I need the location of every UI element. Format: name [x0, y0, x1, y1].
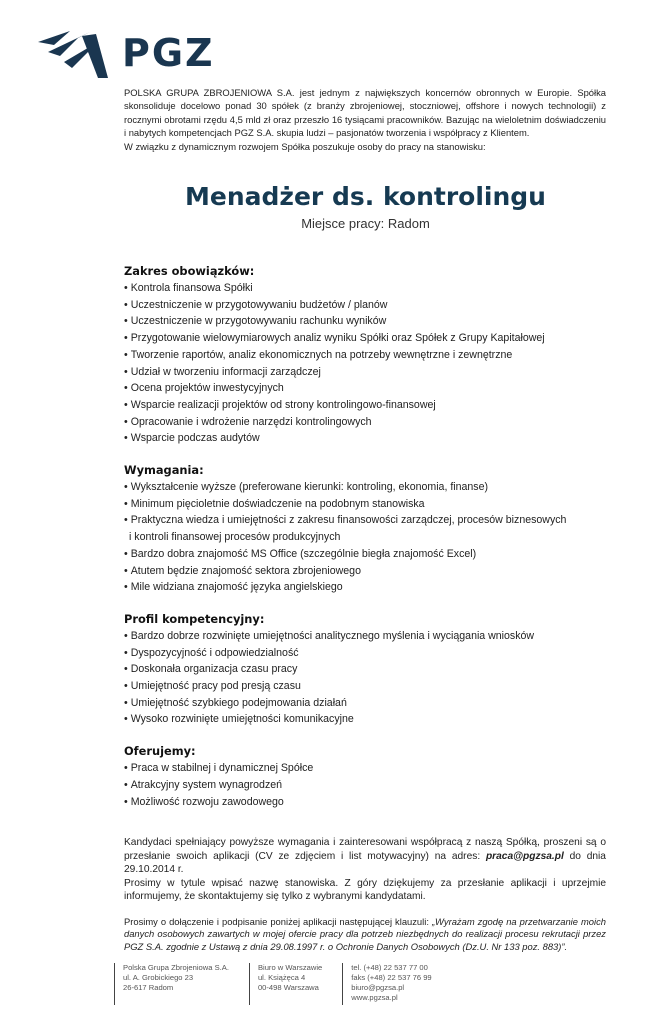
footer-contact: [114, 963, 452, 1005]
section-heading: Zakres obowiązków:: [124, 264, 255, 278]
pgz-chevron-logo-icon: [38, 28, 108, 78]
clause-lead: Prosimy o dołączenie i podpisanie poniżej aplikacji następującej klauzuli:: [124, 916, 429, 927]
list-item: • Udział w tworzeniu informacji zarządczej: [124, 365, 321, 378]
bullet-list: [124, 479, 604, 596]
list-item: • Wysoko rozwinięte umiejętności komunikacyjne: [124, 713, 354, 726]
list-item: • Wykształcenie wyższe (preferowane kierunki: kontroling, ekonomia, finanse): [124, 481, 489, 494]
list-item: • Wsparcie realizacji projektów od strony kontrolingowo-finansowej: [124, 398, 436, 411]
list-item: • Praktyczna wiedza i umiejętności z zakresu finansowości zarządczej, procesów biznesowych i kontroli finansowej procesów produkcyjnych: [124, 514, 567, 544]
list-item: • Praca w stabilnej i dynamicznej Spółce: [124, 762, 314, 775]
section-competencies: [124, 612, 604, 728]
logo-text: PGZ: [122, 31, 215, 75]
footer-address-hq: Polska Grupa Zbrojeniowa S.A. ul. A. Grobickiego 23 26-617 Radom: [114, 963, 229, 1005]
gdpr-clause: [124, 916, 606, 953]
bullet-list: [124, 760, 604, 810]
application-email-link[interactable]: praca@pgzsa.pl: [485, 850, 564, 862]
section-offer: [124, 744, 604, 810]
thanks-paragraph: Prosimy w tytule wpisać nazwę stanowiska. Z góry dziękujemy za przesłanie aplikacji i uprzejmie informujemy, że skontaktujemy się tylko z wybranymi kandydatami.: [124, 877, 606, 903]
list-item: • Ocena projektów inwestycyjnych: [124, 382, 284, 395]
list-item: • Opracowanie i wdrożenie narzędzi kontrolingowych: [124, 415, 372, 428]
intro-position-lead: W związku z dynamicznym rozwojem Spółka poszukuje osoby do pracy na stanowisku:: [124, 140, 486, 152]
section-requirements: [124, 463, 604, 596]
footer-website-link[interactable]: www.pgzsa.pl: [351, 993, 398, 1002]
list-item: • Atutem będzie znajomość sektora zbrojeniowego: [124, 564, 361, 577]
bullet-list: [124, 280, 604, 447]
footer-contact-details: tel. (+48) 22 537 77 00 faks (+48) 22 537 76 99 biuro@pgzsa.pl www.pgzsa.pl: [342, 963, 431, 1005]
footer-email-link[interactable]: biuro@pgzsa.pl: [351, 983, 405, 992]
list-item: • Uczestniczenie w przygotowywaniu rachunku wyników: [124, 315, 387, 328]
job-location: Miejsce pracy: Radom: [301, 216, 430, 231]
list-item: • Mile widziana znajomość języka angielskiego: [124, 581, 343, 594]
company-intro: [124, 86, 606, 153]
application-instructions: [124, 836, 606, 904]
list-item: • Bardzo dobrze rozwinięte umiejętności analitycznego myślenia i wyciągania wniosków: [124, 629, 535, 642]
pgz-logo: [38, 28, 215, 78]
list-item: • Dyspozycyjność i odpowiedzialność: [124, 646, 299, 659]
list-item: • Tworzenie raportów, analiz ekonomicznych na potrzeby wewnętrzne i zewnętrzne: [124, 348, 513, 361]
list-item: • Kontrola finansowa Spółki: [124, 282, 253, 294]
section-heading: Profil kompetencyjny:: [124, 611, 265, 626]
bullet-list: [124, 628, 604, 728]
list-item: • Uczestniczenie w przygotowywaniu budżetów / planów: [124, 298, 388, 311]
job-details: [124, 264, 604, 826]
section-responsibilities: [124, 264, 604, 447]
intro-paragraph: POLSKA GRUPA ZBROJENIOWA S.A. jest jednym z największych koncernów obronnych w Europie. Spółka skonsoliduje docelowo ponad 30 spółek (z branży zbrojeniowej, stoczniowej, offshore i nowych technologii) z rocznymi obrotami rzędu 4,5 mld zł oraz przeszło 16 tysiącami pracowników. Bazując na wieloletnim doświadczeniu i nabytych kompetencjach PGZ S.A. skupia ludzi – pasjonatów tworzenia i współpracy z Klientem.: [124, 87, 606, 139]
section-heading: Oferujemy:: [124, 744, 196, 759]
list-item: • Wsparcie podczas audytów: [124, 432, 260, 445]
list-item: • Minimum pięcioletnie doświadczenie na podobnym stanowiska: [124, 497, 425, 510]
section-heading: Wymagania:: [124, 463, 204, 478]
list-item: • Umiejętność szybkiego podejmowania działań: [124, 696, 347, 709]
list-item: • Umiejętność pracy pod presją czasu: [124, 680, 301, 693]
job-title: Menadżer ds. kontrolingu: [185, 182, 546, 211]
list-item: • Możliwość rozwoju zawodowego: [124, 795, 284, 808]
footer-address-warsaw: Biuro w Warszawie ul. Książęca 4 00-498 Warszawa: [249, 963, 322, 1005]
list-item: • Przygotowanie wielowymiarowych analiz wyniku Spółki oraz Spółek z Grupy Kapitałowej: [124, 332, 545, 345]
clause-text: „Wyrażam zgodę na przetwarzanie moich danych osobowych zawartych w mojej ofercie pracy dla potrzeb niezbędnych do realizacji procesu rekrutacji przez PGZ S.A. zgodnie z Ustawą z dnia 29.08.1997 r. o Ochronie Danych Osobowych (Dz.U. Nr 133 poz. 883)”.: [124, 916, 606, 952]
list-item: • Doskonała organizacja czasu pracy: [124, 663, 298, 676]
list-item: • Bardzo dobra znajomość MS Office (szczególnie biegła znajomość Excel): [124, 547, 477, 560]
application-paragraph: Kandydaci spełniający powyższe wymagania i zainteresowani współpracą z naszą Spółką, proszeni są o przesłanie swoich aplikacji (CV ze zdjęciem i list motywacyjny) na adres: praca@pgzsa.pl do dnia 29.10.2014 r.: [124, 837, 606, 876]
list-item: • Atrakcyjny system wynagrodzeń: [124, 778, 283, 791]
